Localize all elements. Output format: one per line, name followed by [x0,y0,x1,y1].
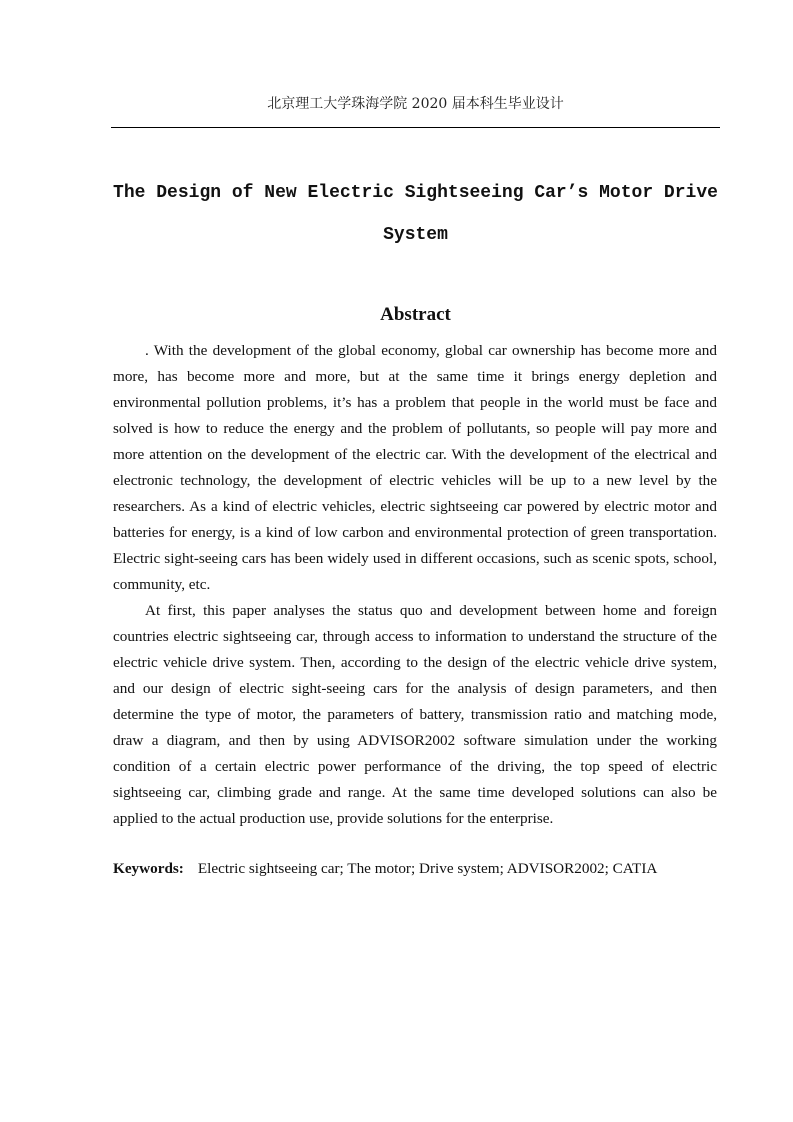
keywords-text: Electric sightseeing car; The motor; Drive system; ADVISOR2002; CATIA [197,860,658,877]
header-divider [111,127,720,128]
running-header: 北京理工大学珠海学院 2020 届本科生毕业设计 [267,96,564,112]
abstract-heading: Abstract [380,304,451,325]
abstract-body [113,338,717,832]
keywords-line [113,856,717,882]
abstract-paragraph-1: . With the development of the global economy, global car ownership has become more and more, has become more and more, but at the same time it brings energy depletion and environmental pollution problems, it’s has a problem that people in the world must be face and solved is how to reduce the energy and the problem of pollutants, so people will pay more and more attention on the development of the electric car. With the development of the electrical and electronic technology, the development of electric vehicles will be up to a new level by the researchers. As a kind of electric vehicles, electric sightseeing car powered by electric motor and batteries for energy, is a kind of low carbon and environmental protection of green transportation. Electric sight-seeing cars has been widely used in different occasions, such as scenic spots, school, community, etc. [113,342,717,593]
thesis-title-line-2: System [383,225,448,245]
abstract-paragraph-2: At first, this paper analyses the status quo and development between home and foreign countries electric sightseeing car, through access to information to understand the structure of the electric vehicle drive system. Then, according to the design of the electric vehicle drive system, and our design of electric sight-seeing cars for the analysis of design parameters, and then determine the type of motor, the parameters of battery, transmission ratio and matching mode, draw a diagram, and then by using ADVISOR2002 software simulation under the working condition of a certain electric power performance of the driving, the top speed of electric sightseeing car, climbing grade and range. At the same time developed solutions can also be applied to the actual production use, provide solutions for the enterprise. [113,602,717,827]
keywords-label: Keywords: [113,860,184,877]
thesis-title-line-1: The Design of New Electric Sightseeing Car’s Motor Drive [113,183,718,203]
thesis-title [111,172,720,256]
